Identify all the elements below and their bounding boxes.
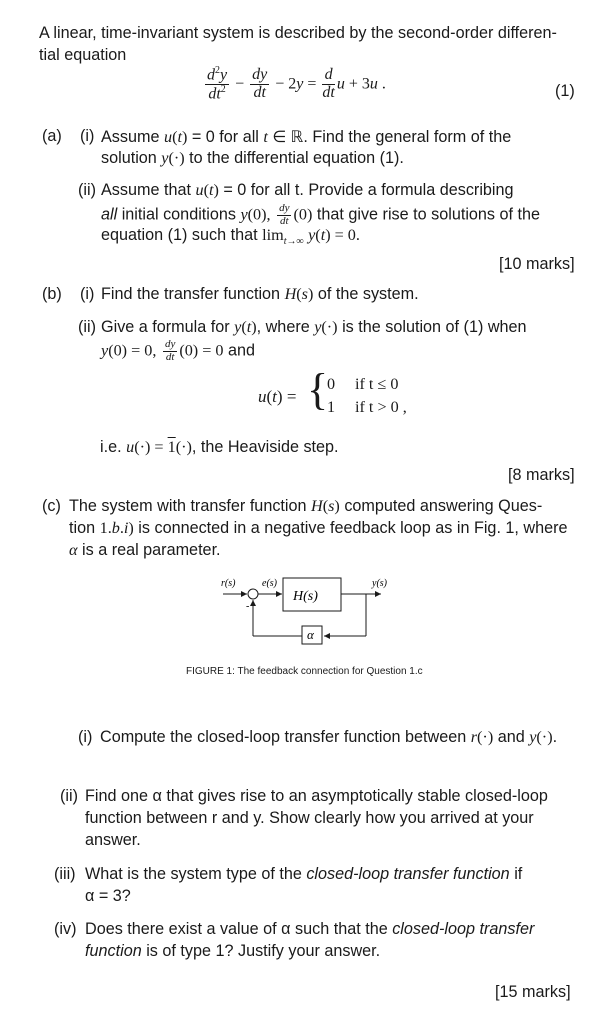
case-1-value: 0 [327, 375, 336, 393]
part-b-marks: [8 marks] [508, 466, 575, 484]
figure-caption: FIGURE 1: The feedback connection for Question 1.c [186, 666, 423, 677]
e-label: e(s) [262, 578, 277, 589]
part-a-ii-label: (ii) [78, 181, 96, 199]
part-c-ii-label: (ii) [60, 787, 78, 805]
part-c-ii-line2: function between r and y. Show clearly how you arrived at your [85, 809, 534, 827]
part-c-iv-line2: function is of type 1? Justify your answer. [85, 942, 381, 960]
r-label: r(s) [221, 578, 236, 589]
part-a-i-label: (i) [80, 127, 95, 145]
part-b-i-text: Find the transfer function H(s) of the system. [101, 285, 419, 303]
case-2-value: 1 [327, 398, 336, 416]
part-b-i-label: (i) [80, 285, 95, 303]
part-a-i-line1: Assume u(t) = 0 for all t ∈ ℝ. Find the general form of the [101, 128, 512, 146]
differential-equation: $\frac{d^2y}{dt^2}$ − $\frac{dy}{dt}$ − 2y = $\frac{d}{dt}$ u + 3u . [207, 65, 386, 103]
plant-label: H(s) [293, 589, 318, 604]
part-c-ii-line3: answer. [85, 831, 141, 849]
part-c-marks: [15 marks] [495, 983, 571, 1001]
part-b-ii-line1: Give a formula for y(t), where y(·) is the solution of (1) when [101, 318, 527, 336]
part-c-i-text: Compute the closed-loop transfer function between r(·) and y(·). [100, 728, 558, 746]
summing-junction [248, 589, 258, 599]
part-a-label: (a) [42, 127, 62, 145]
piecewise-lhs: u(t) = [258, 387, 297, 406]
part-c-iii-label: (iii) [54, 865, 76, 883]
part-b-label: (b) [42, 285, 62, 303]
part-a-ii-line1: Assume that u(t) = 0 for all t. Provide a formula describing [101, 181, 514, 199]
case-2-condition: if t > 0 , [355, 398, 407, 416]
part-b-ii-label: (ii) [78, 318, 96, 336]
part-c-iii-line1: What is the system type of the closed-loop transfer function if [85, 865, 523, 883]
part-a-ii-line2: all initial conditions y(0), $\frac{dy}{dt}$ (0) that give rise to solutions of the [101, 202, 541, 227]
y-label: y(s) [372, 578, 387, 589]
part-c-iv-line1: Does there exist a value of α such that the closed-loop transfer [85, 920, 535, 938]
part-a-i-line2: solution y(·) to the differential equation (1). [101, 149, 404, 167]
part-a-marks: [10 marks] [499, 255, 575, 273]
part-c-line3: α is a real parameter. [69, 541, 221, 559]
brace: { [307, 365, 329, 414]
heaviside-line: i.e. u(·) = 1(·), the Heaviside step. [100, 438, 339, 456]
part-a-ii-line3: equation (1) such that $\lim_{t\to\infty} y(t) = 0$. [101, 226, 360, 248]
part-c-ii-line1: Find one α that gives rise to an asymptotically stable closed-loop [85, 787, 548, 805]
part-b-ii-line2: y(0) = 0, $\frac{dy}{dt}$ (0) = 0 and [101, 338, 256, 363]
feedback-block-diagram [215, 572, 405, 652]
equation-number: (1) [555, 82, 575, 100]
part-c-label: (c) [42, 497, 61, 515]
intro-line-2: tial equation [39, 46, 127, 64]
intro-line-1: A linear, time-invariant system is described by the second-order differen- [39, 24, 557, 42]
case-1-condition: if t ≤ 0 [355, 375, 399, 393]
part-c-line2: tion 1.b.i) is connected in a negative feedback loop as in Fig. 1, where [69, 519, 568, 537]
part-c-line1: The system with transfer function H(s) computed answering Ques- [69, 497, 543, 515]
part-c-iii-line2: α = 3? [85, 887, 131, 905]
minus-sign: - [246, 601, 250, 612]
feedback-gain-label: α [307, 627, 314, 642]
part-c-iv-label: (iv) [54, 920, 77, 938]
part-c-i-label: (i) [78, 728, 93, 746]
